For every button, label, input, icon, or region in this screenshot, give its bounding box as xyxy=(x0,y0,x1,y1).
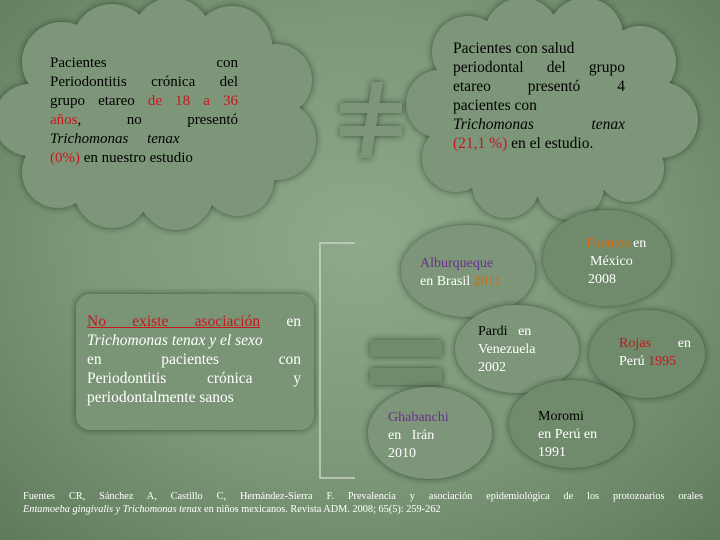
pardi-name: Pardi xyxy=(478,324,508,339)
box-l2: Trichomonas tenax y el sexo xyxy=(87,332,263,349)
box-l3a: en xyxy=(87,351,102,368)
fuentes-year: 2008 xyxy=(588,272,616,287)
alburqueque-year: 2011 xyxy=(473,274,502,289)
moromi-place: en Perú en xyxy=(538,427,598,442)
cl-l3b: de 18 a 36 xyxy=(147,93,238,109)
ellipse-rojas-text xyxy=(619,335,691,371)
rojas-mid: en xyxy=(677,336,691,351)
reference-line1: Fuentes CR, Sánchez A, Castillo C, Hernández-Sierra F. Prevalencia y asociación epidemiológica de los protozoarios orales xyxy=(23,491,703,502)
cl-l5a: Trichomonas xyxy=(50,131,129,147)
equal-symbol xyxy=(370,340,442,385)
cloud-right-text xyxy=(453,39,625,153)
cl-l6b: en nuestro estudio xyxy=(80,150,193,166)
pardi-year: 2002 xyxy=(478,360,506,375)
pardi-mid: en xyxy=(518,324,532,339)
cr-l1: Pacientes con salud xyxy=(453,40,575,57)
moromi-name: Moromi xyxy=(538,409,584,424)
ellipse-pardi-text xyxy=(478,323,568,377)
cl-l4d: presentó xyxy=(187,112,239,128)
box-l3c: con xyxy=(278,351,302,368)
cl-l3a: grupo etareo xyxy=(50,93,148,109)
pardi-place: Venezuela xyxy=(478,342,536,357)
box-l1b: en xyxy=(286,313,301,330)
cr-l2: periodontal del grupo xyxy=(453,59,625,76)
cl-l4 xyxy=(50,112,81,128)
cr-l6b: en el estudio. xyxy=(507,135,594,152)
cl-l4a: años xyxy=(50,112,78,128)
alburqueque-name: Alburqueque xyxy=(420,256,494,271)
ellipse-alburqueque-text xyxy=(420,255,520,291)
cr-l3a: etareo xyxy=(453,78,491,95)
bracket-line xyxy=(320,243,355,478)
reference-citation xyxy=(23,490,703,516)
ghabanchi-name: Ghabanchi xyxy=(388,410,449,425)
fuentes-line1rest: en xyxy=(629,236,647,251)
ellipse-fuentes-text xyxy=(586,235,666,289)
cloud-left-text xyxy=(50,54,238,168)
fuentes-name: Fuentes xyxy=(586,236,630,251)
cl-l4c: no xyxy=(126,112,142,128)
cl-l1b: con xyxy=(216,55,238,71)
cl-l5b: tenax xyxy=(147,131,180,147)
cl-l6a: (0%) xyxy=(50,150,80,166)
fuentes-place: México xyxy=(590,254,633,269)
cr-l6a: (21,1 %) xyxy=(453,135,508,152)
alburqueque-place: en Brasil xyxy=(420,274,474,289)
reference-line2-italic: Entamoeba gingivalis y Trichomonas tenax xyxy=(23,504,202,515)
ellipse-moromi-text xyxy=(538,408,618,462)
rojas-place: Perú xyxy=(619,354,649,369)
cr-l4: pacientes con xyxy=(453,97,537,114)
ghabanchi-year: 2010 xyxy=(388,446,416,461)
rojas-year: 1995 xyxy=(648,354,677,369)
ellipse-ghabanchi-text xyxy=(388,409,468,463)
ghabanchi-place: Irán xyxy=(411,428,435,443)
box-l3b: pacientes xyxy=(161,351,219,368)
box-l4b: crónica xyxy=(206,370,253,387)
cr-l3b: presentó xyxy=(527,78,581,95)
cl-l2: Periodontitis crónica del xyxy=(50,74,238,90)
box-l5: periodontalmente sanos xyxy=(87,389,234,406)
cl-l4b: , xyxy=(77,112,82,128)
cr-l5a: Trichomonas xyxy=(453,116,534,133)
reference-line2-rest: en niños mexicanos. Revista ADM. 2008; 65(5): 259-262 xyxy=(201,504,441,515)
ghabanchi-mid: en xyxy=(388,428,402,443)
moromi-year: 1991 xyxy=(538,445,566,460)
cr-l3c: 4 xyxy=(617,78,625,95)
cl-l1a: Pacientes xyxy=(50,55,107,71)
not-equal-symbol xyxy=(340,82,402,158)
cr-l5b: tenax xyxy=(591,116,625,133)
association-box-text xyxy=(87,312,301,407)
box-l1a: No existe asociación xyxy=(87,313,261,330)
rojas-name: Rojas xyxy=(619,336,651,351)
box-l4a: Periodontitis xyxy=(87,370,167,387)
box-l4c: y xyxy=(293,370,301,387)
